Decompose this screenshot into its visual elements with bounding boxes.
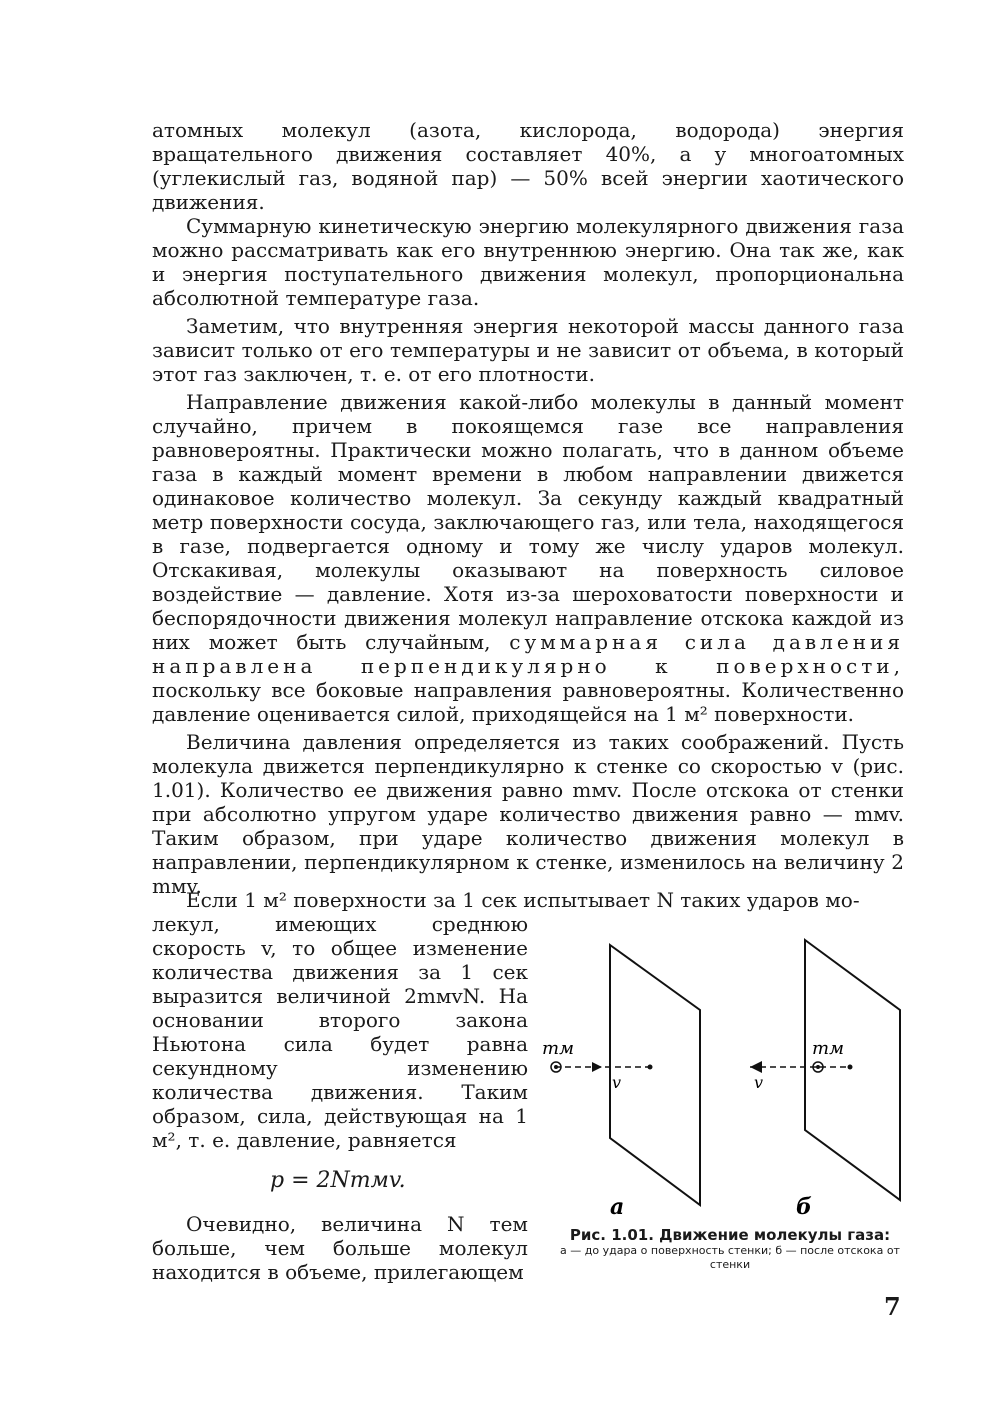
paragraph-4 [152,390,904,726]
wall-a [610,945,700,1205]
paragraph-7: Очевидно, величина N тем больше, чем больше молекул находится в объеме, прилегающем [152,1212,528,1284]
paragraph-5: Величина давления определяется из таких соображений. Пусть молекула движется перпендикулярно к стенке со скоростью v (рис. 1.01). Количество ее движения равно mмv. После отскока от стенки при абсолютно упругом ударе количество движения равно — mмv. Таким образом, при ударе количество движения молекул в направлении, перпендикулярном к стенке, изменилось на величину 2 mмv. [152,730,904,898]
molecule-b-core [816,1065,820,1069]
figure-caption [550,1226,910,1272]
panel-a-label: а [610,1194,625,1220]
arrow-a-head [592,1062,602,1072]
paragraph-4-part-a: Направление движения какой-либо молекулы в данный момент случайно, причем в покоящемся газе все направления равновероятны. Практически можно полагать, что в данном объеме газа в каждый момент времени в любом направлении движется одинаковое количество молекул. За секунду каждый квадратный метр поверхности сосуда, заключающего газ, или тела, находящегося в газе, подвергается одному и тому же числу ударов молекул. Отскакивая, молекулы оказывают на поверхность силовое воздействие — давление. Хотя из-за шероховатости поверхности и беспорядочности движения молекул направление отскока каждой из них может быть случайным, [152,390,904,654]
paragraph-6-column: лекул, имеющих среднюю скорость v, то общее изменение количества движения за 1 сек выразится величиной 2mмvN. На основании второго закона Ньютона сила будет равна секундному изменению количества движения. Таким образом, сила, действующая на 1 м², т. е. давление, равняется [152,912,528,1152]
wall-b [805,940,900,1200]
panel-b [750,940,900,1220]
arrow-b-head [750,1061,762,1073]
panel-b-label: б [796,1194,812,1220]
velocity-label-a: v [612,1073,622,1092]
mass-label-a: mм [542,1038,574,1059]
caption-subtitle: а — до удара о поверхность стенки; б — после отскока от стенки [560,1244,900,1271]
paragraph-2: Суммарную кинетическую энергию молекулярного движения газа можно рассматривать как его внутреннюю энергию. Она так же, как и энергия поступательного движения молекул, пропорциональна абсолютной температуре газа. [152,214,904,310]
molecule-a-core [554,1065,558,1069]
panel-a [542,945,700,1220]
pressure-formula: p = 2Nmмv. [270,1168,406,1193]
main-text [152,118,904,898]
mass-label-b: mм [812,1038,844,1059]
paragraph-3: Заметим, что внутренняя энергия некоторой массы данного газа зависит только от его температуры и не зависит от объема, в который этот газ заключен, т. е. от его плотности. [152,314,904,386]
figure-1-01 [540,930,920,1220]
caption-title: Рис. 1.01. Движение молекулы газа: [569,1226,891,1244]
velocity-label-b: v [754,1073,764,1092]
page-number: 7 [884,1292,901,1321]
paragraph-6-lead: Если 1 м² поверхности за 1 сек испытывает N таких ударов мо- [186,888,860,912]
impact-point-a [648,1065,653,1070]
impact-point-b [848,1065,853,1070]
paragraph-1: атомных молекул (азота, кислорода, водорода) энергия вращательного движения составляет 40%, а у многоатомных (углекислый газ, водяной пар) — 50% всей энергии хаотического движения. [152,118,904,214]
paragraph-4-spaced-emphasis: суммарная сила давления направлена перпендикулярно к поверхности, [152,630,904,678]
paragraph-4-part-b: поскольку все боковые направления равновероятны. Количественно давление оценивается силой, приходящейся на 1 м² поверхности. [152,678,904,726]
